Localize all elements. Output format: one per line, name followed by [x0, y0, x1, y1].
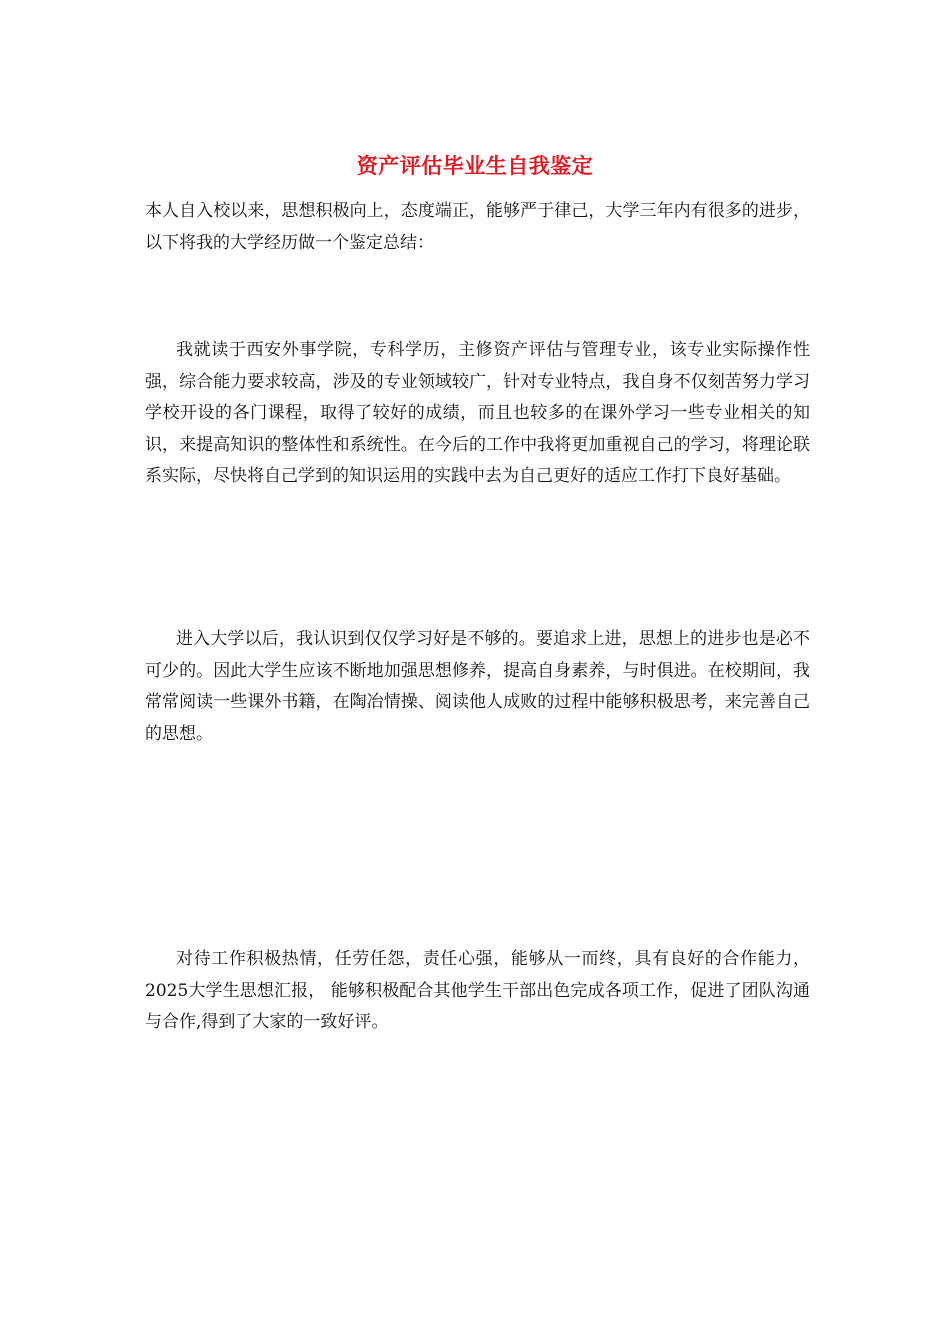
document-title: 资产评估毕业生自我鉴定 — [356, 153, 594, 178]
work-paragraph: 对待工作积极热情，任劳任怨，责任心强，能够从一而终，具有良好的合作能力，2025大学生思想汇报， 能够积极配合其他学生干部出色完成各项工作，促进了团队沟通与合作,得到了大家的一致好评。 — [145, 949, 810, 1032]
study-paragraph: 我就读于西安外事学院，专科学历，主修资产评估与管理专业，该专业实际操作性强，综合能力要求较高，涉及的专业领域较广，针对专业特点，我自身不仅刻苦努力学习学校开设的各门课程，取得了较好的成绩，而且也较多的在课外学习一些专业相关的知识，来提高知识的整体性和系统性。在今后的工作中我将更加重视自己的学习，将理论联系实际，尽快将自己学到的知识运用的实践中去为自己更好的适应工作打下良好基础。 — [145, 340, 810, 486]
intro-paragraph: 本人自入校以来，思想积极向上，态度端正，能够严于律己，大学三年内有很多的进步，以下将我的大学经历做一个鉴定总结： — [145, 201, 810, 253]
thought-paragraph: 进入大学以后，我认识到仅仅学习好是不够的。要追求上进，思想上的进步也是必不可少的。因此大学生应该不断地加强思想修养，提高自身素养，与时俱进。在校期间，我常常阅读一些课外书籍，在陶冶情操、阅读他人成败的过程中能够积极思考，来完善自己的思想。 — [145, 629, 810, 744]
